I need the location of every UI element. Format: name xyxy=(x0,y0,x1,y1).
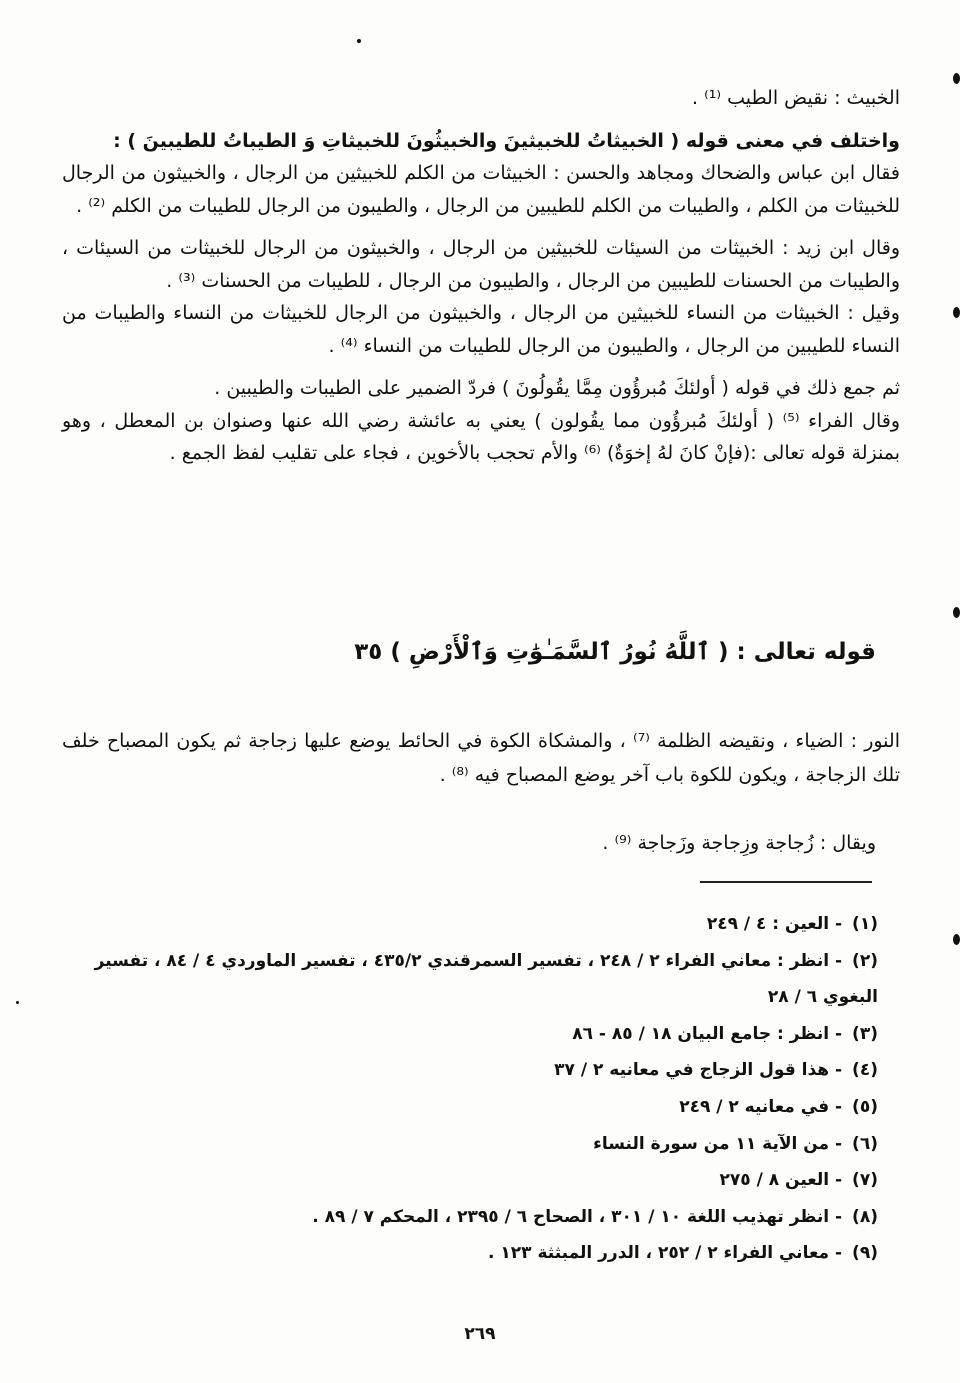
paragraph-qila: وقيل : الخبيثات من النساء للخبيثين من الرجال ، والخبيثون من الرجال للخبيثات من النساء والطيبات من النساء للطيبين من الرجال ، والطيبون من الرجال للطيبات من النساء ⁽⁴⁾ . xyxy=(62,302,900,357)
scan-speck xyxy=(953,934,960,945)
paragraph-nur: النور : الضياء ، ونقيضه الظلمة ⁽⁷⁾ ، والمشكاة الكوة في الحائط يوضع عليها زجاجة ثم يكون المصباح خلف تلك الزجاجة ، ويكون للكوة باب آخر يوضع المصباح فيه ⁽⁸⁾ . xyxy=(62,730,900,786)
zujaja-paragraph: ويقال : زُجاجة وزِجاجة وزَجاجة ⁽⁹⁾ . xyxy=(602,832,876,854)
paragraph-ibn-abbas: فقال ابن عباس والضحاك ومجاهد والحسن : الخبيثات من الكلم للخبيثين من الرجال ، والخبيثون من الرجال للخبيثات من الكلم ، والطيبات من الكلم للطيبين من الرجال ، والطيبون من الرجال للطيبات من الكلم ⁽²⁾ . xyxy=(62,162,900,217)
footnote-number: (٢) xyxy=(852,950,878,971)
paragraph-verse-discussion: واختلف في معنى قوله ( الخبيثاتُ للخبيثينَ والخبيثُونَ للخبيثاتِ وَ الطيباتُ للطيبينَ ) : xyxy=(113,129,900,152)
page-number: ٢٦٩ xyxy=(464,1324,496,1344)
footnote-text: - انظر : جامع البيان ١٨ / ٨٥ - ٨٦ xyxy=(572,1023,843,1044)
footnote-number: (٦) xyxy=(852,1133,878,1154)
scan-speck xyxy=(953,307,960,318)
footnote-text: - هذا قول الزجاج في معانيه ٢ / ٣٧ xyxy=(554,1060,843,1081)
footnote-text: - العين ٨ / ٢٧٥ xyxy=(719,1170,843,1191)
footnote-item xyxy=(62,906,878,943)
main-text xyxy=(62,82,900,470)
paragraph-jama: ثم جمع ذلك في قوله ( أولئكَ مُبرؤُون مِمَّا يقُولُونَ ) فردّ الضمير على الطيبات والطيبين . xyxy=(214,377,900,399)
footnote-number: (٩) xyxy=(852,1243,878,1264)
footnote-text: - من الآية ١١ من سورة النساء xyxy=(593,1133,843,1154)
footnote-number: (٤) xyxy=(852,1060,878,1081)
footnote-item xyxy=(62,1052,878,1089)
scan-speck xyxy=(357,39,361,43)
footnote-item xyxy=(62,943,878,1016)
footnote-separator xyxy=(700,881,872,883)
footnote-item xyxy=(62,1235,878,1272)
footnote-number: (٨) xyxy=(852,1206,878,1227)
footnote-text: - العين : ٤ / ٢٤٩ xyxy=(706,914,843,934)
footnotes-list xyxy=(62,906,878,1272)
paragraph-ibn-zaid: وقال ابن زيد : الخبيثات من السيئات للخبيثين من الرجال ، والخبيثون من الرجال للخبيثات من السيئات ، والطيبات من الحسنات للطيبين من الرجال ، والطيبون من الرجال ، للطيبات من الحسنات ⁽³⁾ . xyxy=(62,237,900,292)
footnote-number: (١) xyxy=(852,914,878,934)
paragraph-khabith-definition: الخبيث : نقيض الطيب ⁽¹⁾ . xyxy=(691,87,900,109)
footnote-item xyxy=(62,1126,878,1163)
footnote-text: - انظر تهذيب اللغة ١٠ / ٣٠١ ، الصحاح ٦ / ٢٣٩٥ ، المحكم ٧ / ٨٩ . xyxy=(312,1206,843,1227)
footnote-number: (٥) xyxy=(852,1096,878,1117)
footnote-text: - معاني الفراء ٢ / ٢٥٢ ، الدرر المبثثة ١٢٣ . xyxy=(488,1243,843,1264)
footnote-item xyxy=(62,1162,878,1199)
footnote-item xyxy=(62,1089,878,1126)
footnote-text: - انظر : معاني الفراء ٢ / ٢٤٨ ، تفسير السمرقندي ٤٣٥/٢ ، تفسير الماوردي ٤ / ٨٤ ، تفسير البغوي ٦ / ٢٨ xyxy=(94,950,878,1008)
scan-speck xyxy=(16,1001,19,1004)
footnote-item xyxy=(62,1199,878,1236)
footnote-number: (٧) xyxy=(852,1170,878,1191)
footnote-number: (٣) xyxy=(852,1023,878,1044)
nur-paragraph xyxy=(62,724,900,792)
footnote-item xyxy=(62,1016,878,1053)
scan-speck xyxy=(953,607,960,618)
footnote-text: - في معانيه ٢ / ٢٤٩ xyxy=(679,1096,843,1117)
verse-heading: قوله تعالى : ( ٱللَّهُ نُورُ ٱلسَّمَـٰوَٰتِ وَٱلْأَرْضِ ) ٣٥ xyxy=(354,639,876,665)
scan-speck xyxy=(953,73,960,84)
paragraph-farra: وقال الفراء ⁽⁵⁾ ( أولئكَ مُبرؤُون مما يقُولون ) يعني به عائشة رضي الله عنها وصنوان بن المعطل ، وهو بمنزلة قوله تعالى :(فإنْ كانَ لهُ إخوَةٌ) ⁽⁶⁾ والأم تحجب بالأخوين ، فجاء على تقليب لفظ الجمع . xyxy=(62,409,900,464)
